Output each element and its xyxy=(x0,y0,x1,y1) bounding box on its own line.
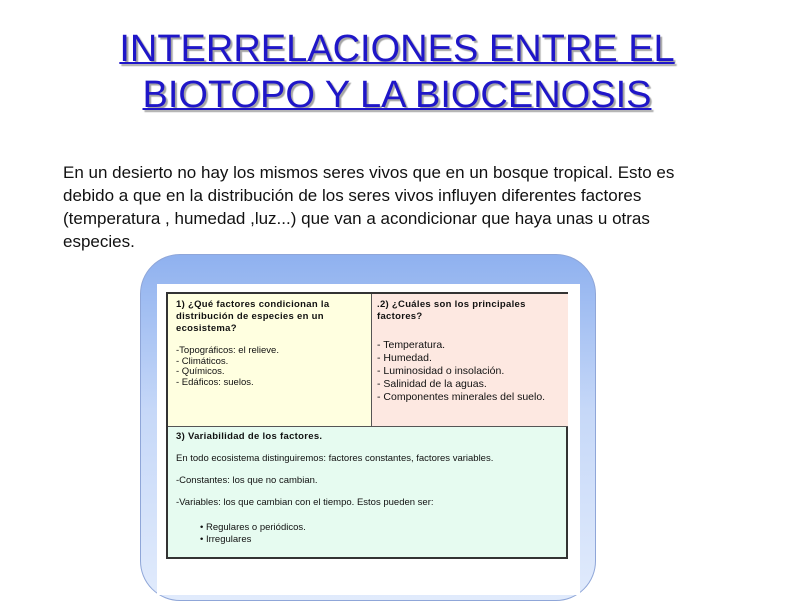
cell-question-1 xyxy=(168,294,372,427)
list-item: - Climáticos. xyxy=(176,355,229,367)
list-item: - Temperatura. xyxy=(377,339,446,351)
question-1-list xyxy=(176,346,363,388)
list-item: -Topográficos: el relieve. xyxy=(176,345,279,356)
question-3-line-1: En todo ecosistema distinguiremos: factores constantes, factores variables. xyxy=(176,453,494,464)
question-2-list xyxy=(377,339,563,404)
cell-question-3 xyxy=(168,427,566,557)
list-item: - Humedad. xyxy=(377,352,432,364)
question-3-list xyxy=(176,522,558,546)
list-item: - Químicos. xyxy=(176,366,225,377)
list-item: - Edáficos: suelos. xyxy=(176,376,254,388)
list-item: • Irregulares xyxy=(200,534,252,545)
intro-paragraph: En un desierto no hay los mismos seres vivos que en un bosque tropical. Esto es debido a que en la distribución de los seres vivos influyen diferentes factores (temperatura , humedad ,luz...) que van a acondicionar que haya unas u otras especies. xyxy=(63,163,675,251)
question-3-heading: 3) Variabilidad de los factores. xyxy=(176,431,323,442)
question-3-line-2: -Constantes: los que no cambian. xyxy=(176,475,318,486)
question-2-heading: .2) ¿Cuáles son los principales factores? xyxy=(377,299,526,322)
factors-table xyxy=(166,292,568,559)
list-item: - Luminosidad o insolación. xyxy=(377,365,505,377)
cell-question-2 xyxy=(372,294,568,427)
question-3-line-3: -Variables: los que cambian con el tiempo. Estos pueden ser: xyxy=(176,497,434,508)
list-item: • Regulares o periódicos. xyxy=(200,522,306,533)
page-title xyxy=(0,26,794,118)
question-1-heading: 1) ¿Qué factores condicionan la distribución de especies en un ecosistema? xyxy=(176,299,330,334)
title-line-2: BIOTOPO Y LA BIOCENOSIS xyxy=(142,74,652,116)
list-item: - Salinidad de la aguas. xyxy=(377,378,487,390)
list-item: - Componentes minerales del suelo. xyxy=(377,391,546,403)
title-line-1: INTERRELACIONES ENTRE EL xyxy=(119,28,675,70)
